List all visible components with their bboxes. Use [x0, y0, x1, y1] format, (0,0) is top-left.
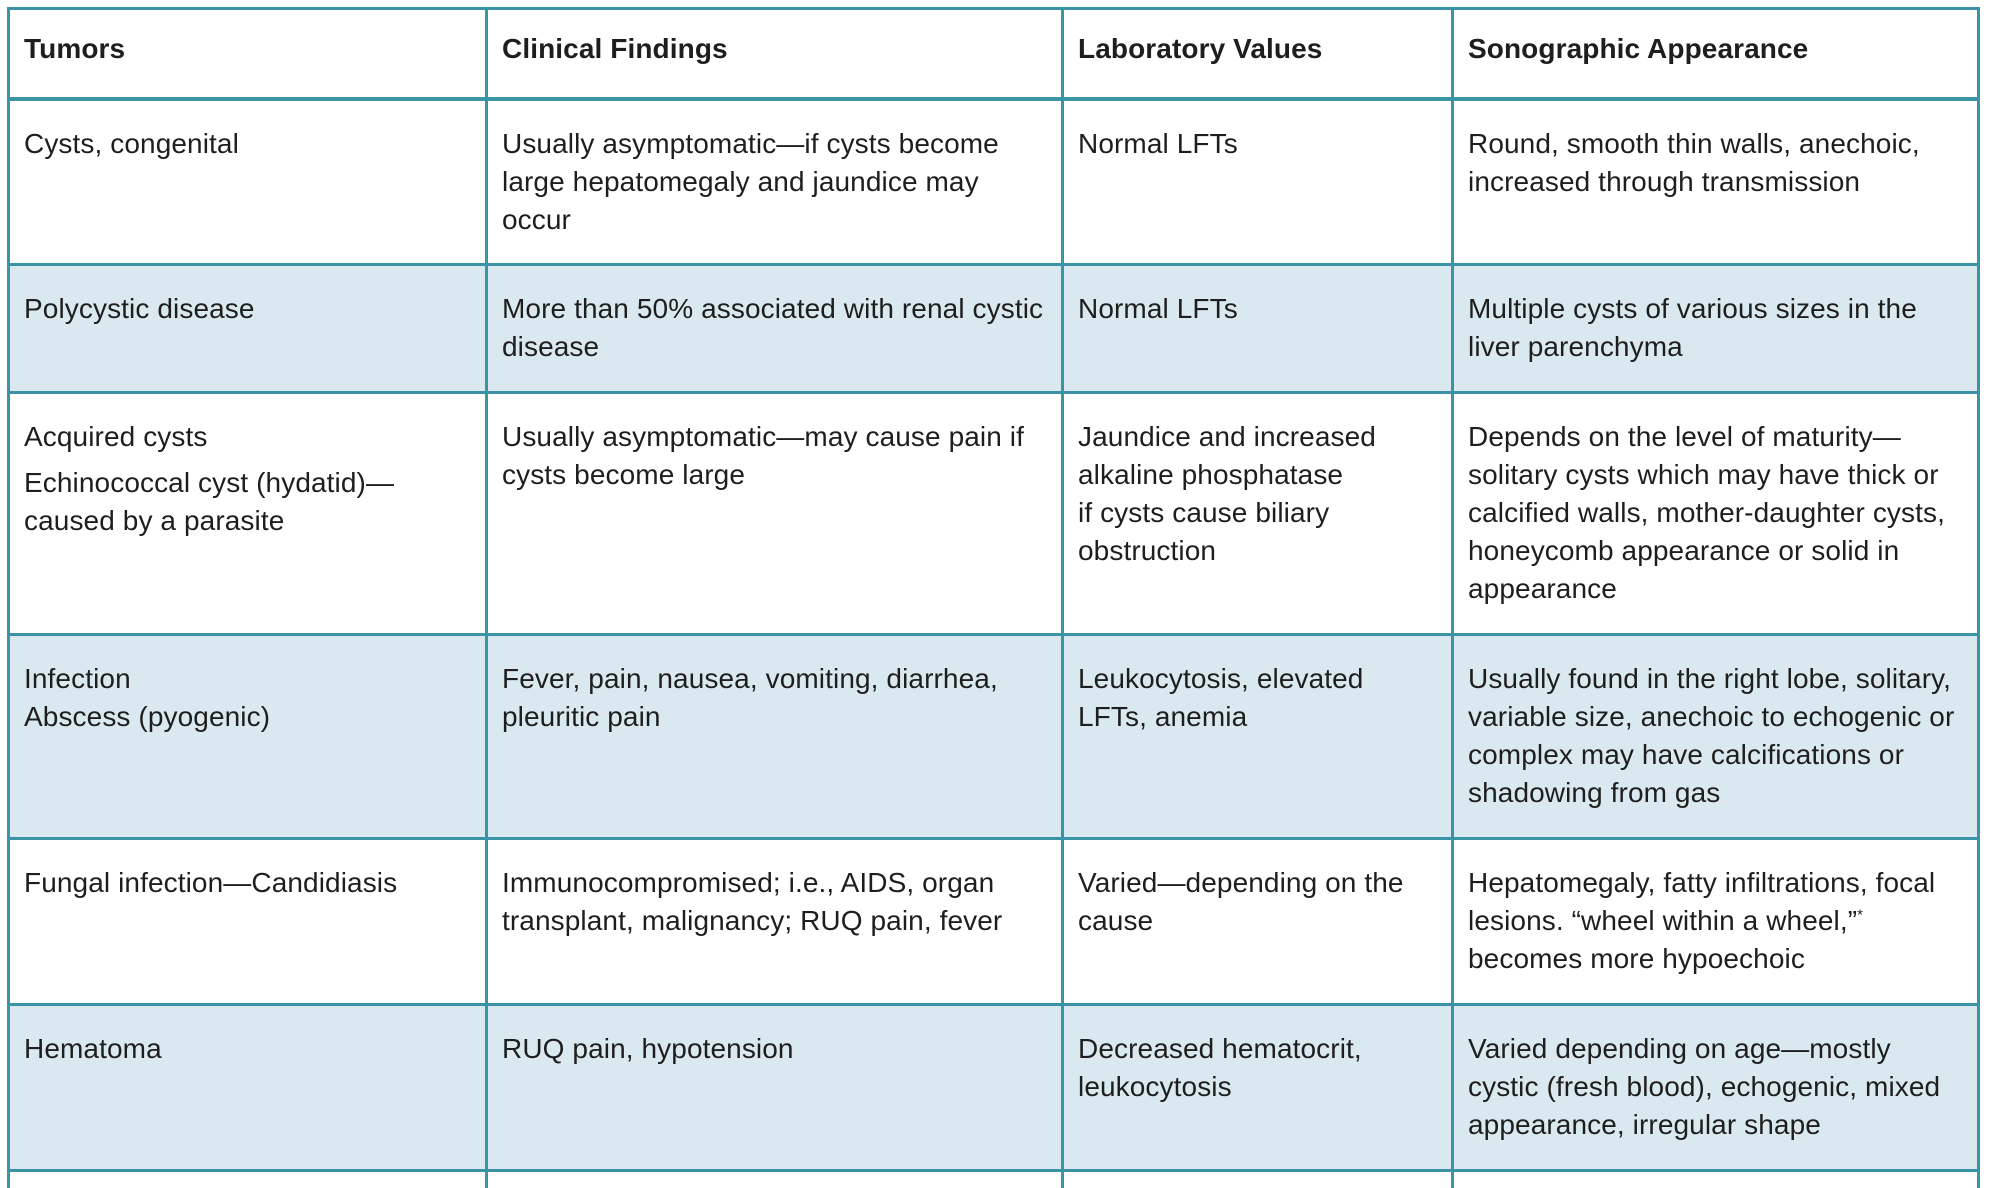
- header-tumors: Tumors: [9, 9, 487, 99]
- cell-sono: Round, smooth thin walls, anechoic, increased through transmission: [1453, 99, 1979, 265]
- lab-value: Decreased hematocrit, leukocytosis: [1078, 1033, 1362, 1102]
- tumor-subtype: Abscess (pyogenic): [24, 701, 271, 732]
- cell-clinical: RUQ pain, hypotension: [487, 1005, 1063, 1171]
- cell-clinical: More than 50% associated with renal cystic disease: [487, 265, 1063, 393]
- cell-tumors: [9, 839, 487, 1005]
- cell-clinical: Fever, pain, nausea, vomiting, diarrhea, pleuritic pain: [487, 635, 1063, 839]
- cell-sono: Varied depending on age—mostly cystic (fresh blood), echogenic, mixed appearance, irregular shape: [1453, 1005, 1979, 1171]
- liver-lesion-table: [7, 7, 1980, 1188]
- cell-empty: [487, 1171, 1063, 1188]
- sono-text-end: becomes more hypoechoic: [1468, 943, 1805, 974]
- tumor-name: Cysts, congenital: [24, 127, 239, 159]
- table-row: [9, 1005, 1979, 1171]
- cell-tumors: [9, 99, 487, 265]
- cell-lab: [1063, 839, 1453, 1005]
- cell-empty: [1453, 1171, 1979, 1188]
- header-sonographic-appearance: Sonographic Appearance: [1453, 9, 1979, 99]
- cell-clinical: Usually asymptomatic—may cause pain if cysts become large: [487, 393, 1063, 635]
- lab-value: Varied—depending on the cause: [1078, 867, 1404, 936]
- tumor-name: Hematoma: [24, 1033, 162, 1064]
- cell-clinical: Immunocompromised; i.e., AIDS, organ transplant, malignancy; RUQ pain, fever: [487, 839, 1063, 1005]
- cell-lab: [1063, 265, 1453, 393]
- table-row: [9, 265, 1979, 393]
- table-row: [9, 839, 1979, 1005]
- tumor-name: Acquired cysts: [24, 421, 208, 452]
- sono-text-start: Hepatomegaly, fatty infiltrations, focal lesions. “wheel within a wheel,”: [1468, 867, 1936, 936]
- cell-clinical: Usually asymptomatic—if cysts become large hepatomegaly and jaundice may occur: [487, 99, 1063, 265]
- cell-lab: [1063, 393, 1453, 635]
- cell-tumors: [9, 265, 487, 393]
- tumor-name: Polycystic disease: [24, 293, 255, 324]
- tumor-subtype: Echinococcal cyst (hydatid)— caused by a parasite: [24, 467, 395, 536]
- tumor-name: Fungal infection—Candidiasis: [24, 867, 398, 898]
- lab-value: Normal LFTs: [1078, 127, 1238, 159]
- lab-value: Normal LFTs: [1078, 293, 1238, 324]
- table-row: [9, 99, 1979, 265]
- lab-value: Leukocytosis, elevated LFTs, anemia: [1078, 663, 1364, 732]
- cell-lab: [1063, 1005, 1453, 1171]
- header-clinical-findings: Clinical Findings: [487, 9, 1063, 99]
- header-row: [9, 9, 1979, 99]
- footnote-marker: *: [1857, 906, 1864, 924]
- lab-value: Jaundice and increased alkaline phosphatase: [1078, 421, 1376, 490]
- cell-tumors: [9, 393, 487, 635]
- cell-lab: [1063, 635, 1453, 839]
- header-laboratory-values: Laboratory Values: [1063, 9, 1453, 99]
- cell-sono: Usually found in the right lobe, solitary, variable size, anechoic to echogenic or complex may have calcifications or shadowing from gas: [1453, 635, 1979, 839]
- table-row: [9, 635, 1979, 839]
- cell-lab: [1063, 99, 1453, 265]
- cell-sono: Depends on the level of maturity— solitary cysts which may have thick or calcified walls, mother-daughter cysts, honeycomb appearance or solid in appearance: [1453, 393, 1979, 635]
- tumor-name: Infection: [24, 663, 131, 694]
- cell-empty: [9, 1171, 487, 1188]
- cell-empty: [1063, 1171, 1453, 1188]
- table-row-partial: [9, 1171, 1979, 1188]
- table-row: [9, 393, 1979, 635]
- lab-value-condition: if cysts cause biliary obstruction: [1078, 497, 1330, 566]
- cell-tumors: [9, 1005, 487, 1171]
- cell-sono: Multiple cysts of various sizes in the liver parenchyma: [1453, 265, 1979, 393]
- cell-sono: [1453, 839, 1979, 1005]
- cell-tumors: [9, 635, 487, 839]
